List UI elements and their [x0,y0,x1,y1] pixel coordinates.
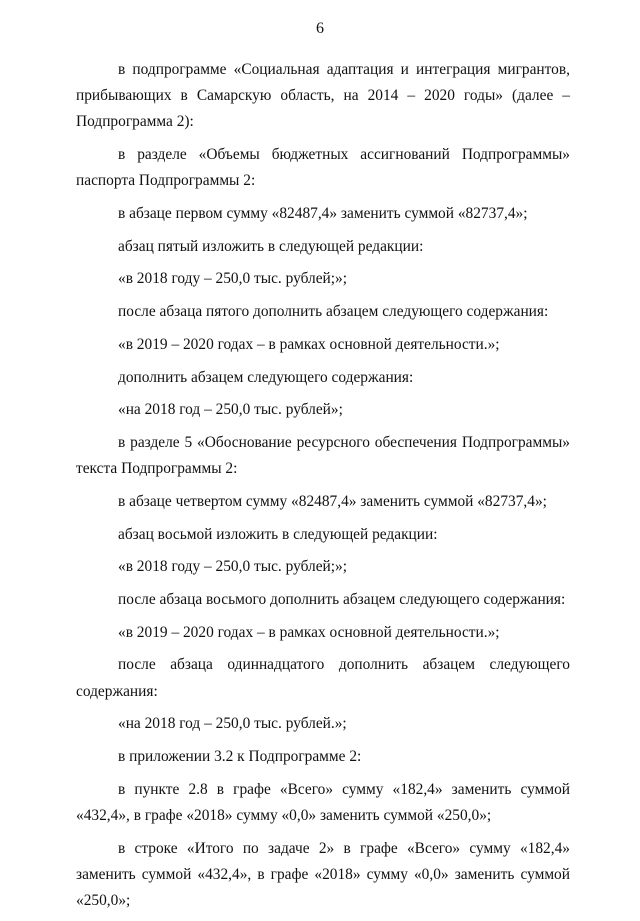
paragraph-quote-2018-year-b: «на 2018 год – 250,0 тыс. рублей.»; [118,715,347,733]
paragraph-after-fifth: после абзаца пятого дополнить абзацем следующего содержания: [118,303,549,321]
paragraph-section-5: в разделе 5 «Обоснование ресурсного обеспечения Подпрограммы» текста Подпрограммы 2: [76,433,570,478]
paragraph-quote-2018-b: «в 2018 году – 250,0 тыс. рублей;»; [118,558,348,576]
paragraph-first-sum: в абзаце первом сумму «82487,4» заменить суммой «82737,4»; [118,205,528,223]
paragraph-quote-2018-year: «на 2018 год – 250,0 тыс. рублей»; [118,401,343,419]
paragraph-supplement: дополнить абзацем следующего содержания: [118,368,414,386]
paragraph-quote-2018: «в 2018 году – 250,0 тыс. рублей;»; [118,270,348,288]
paragraph-section-budget: в разделе «Объемы бюджетных ассигнований Подпрограммы» паспорта Подпрограммы 2: [76,146,570,190]
paragraph-fifth-edit: абзац пятый изложить в следующей редакции: [118,237,424,255]
paragraph-fourth-sum: в абзаце четвертом сумму «82487,4» заменить суммой «82737,4»; [118,492,547,510]
paragraph-quote-2019-2020-b: «в 2019 – 2020 годах – в рамках основной деятельности.»; [118,623,500,641]
paragraph-item-2-8: в пункте 2.8 в графе «Всего» сумму «182,4» заменить суммой «432,4», в графе «2018» сумму «0,0» заменить суммой «250,0»; [76,780,570,824]
paragraph-after-eighth: после абзаца восьмого дополнить абзацем следующего содержания: [118,590,566,608]
paragraph-eighth-edit: абзац восьмой изложить в следующей редакции: [118,525,438,543]
paragraph-after-eleventh: после абзаца одиннадцатого дополнить абзацем следующего содержания: [76,656,570,700]
page-number: 6 [316,20,324,37]
paragraph-quote-2019-2020: «в 2019 – 2020 годах – в рамках основной деятельности.»; [118,335,500,353]
document-body [76,57,570,921]
paragraph-subprogram-2: в подпрограмме «Социальная адаптация и интеграция мигрантов, прибывающих в Самарскую область, на 2014 – 2020 годы» (далее – Подпрограмма 2): [76,61,570,131]
paragraph-appendix-3-2: в приложении 3.2 к Подпрограмме 2: [118,747,362,765]
paragraph-total-task-2: в строке «Итого по задаче 2» в графе «Всего» сумму «182,4» заменить суммой «432,4», в графе «2018» сумму «0,0» заменить суммой «250,0»; [76,839,570,909]
